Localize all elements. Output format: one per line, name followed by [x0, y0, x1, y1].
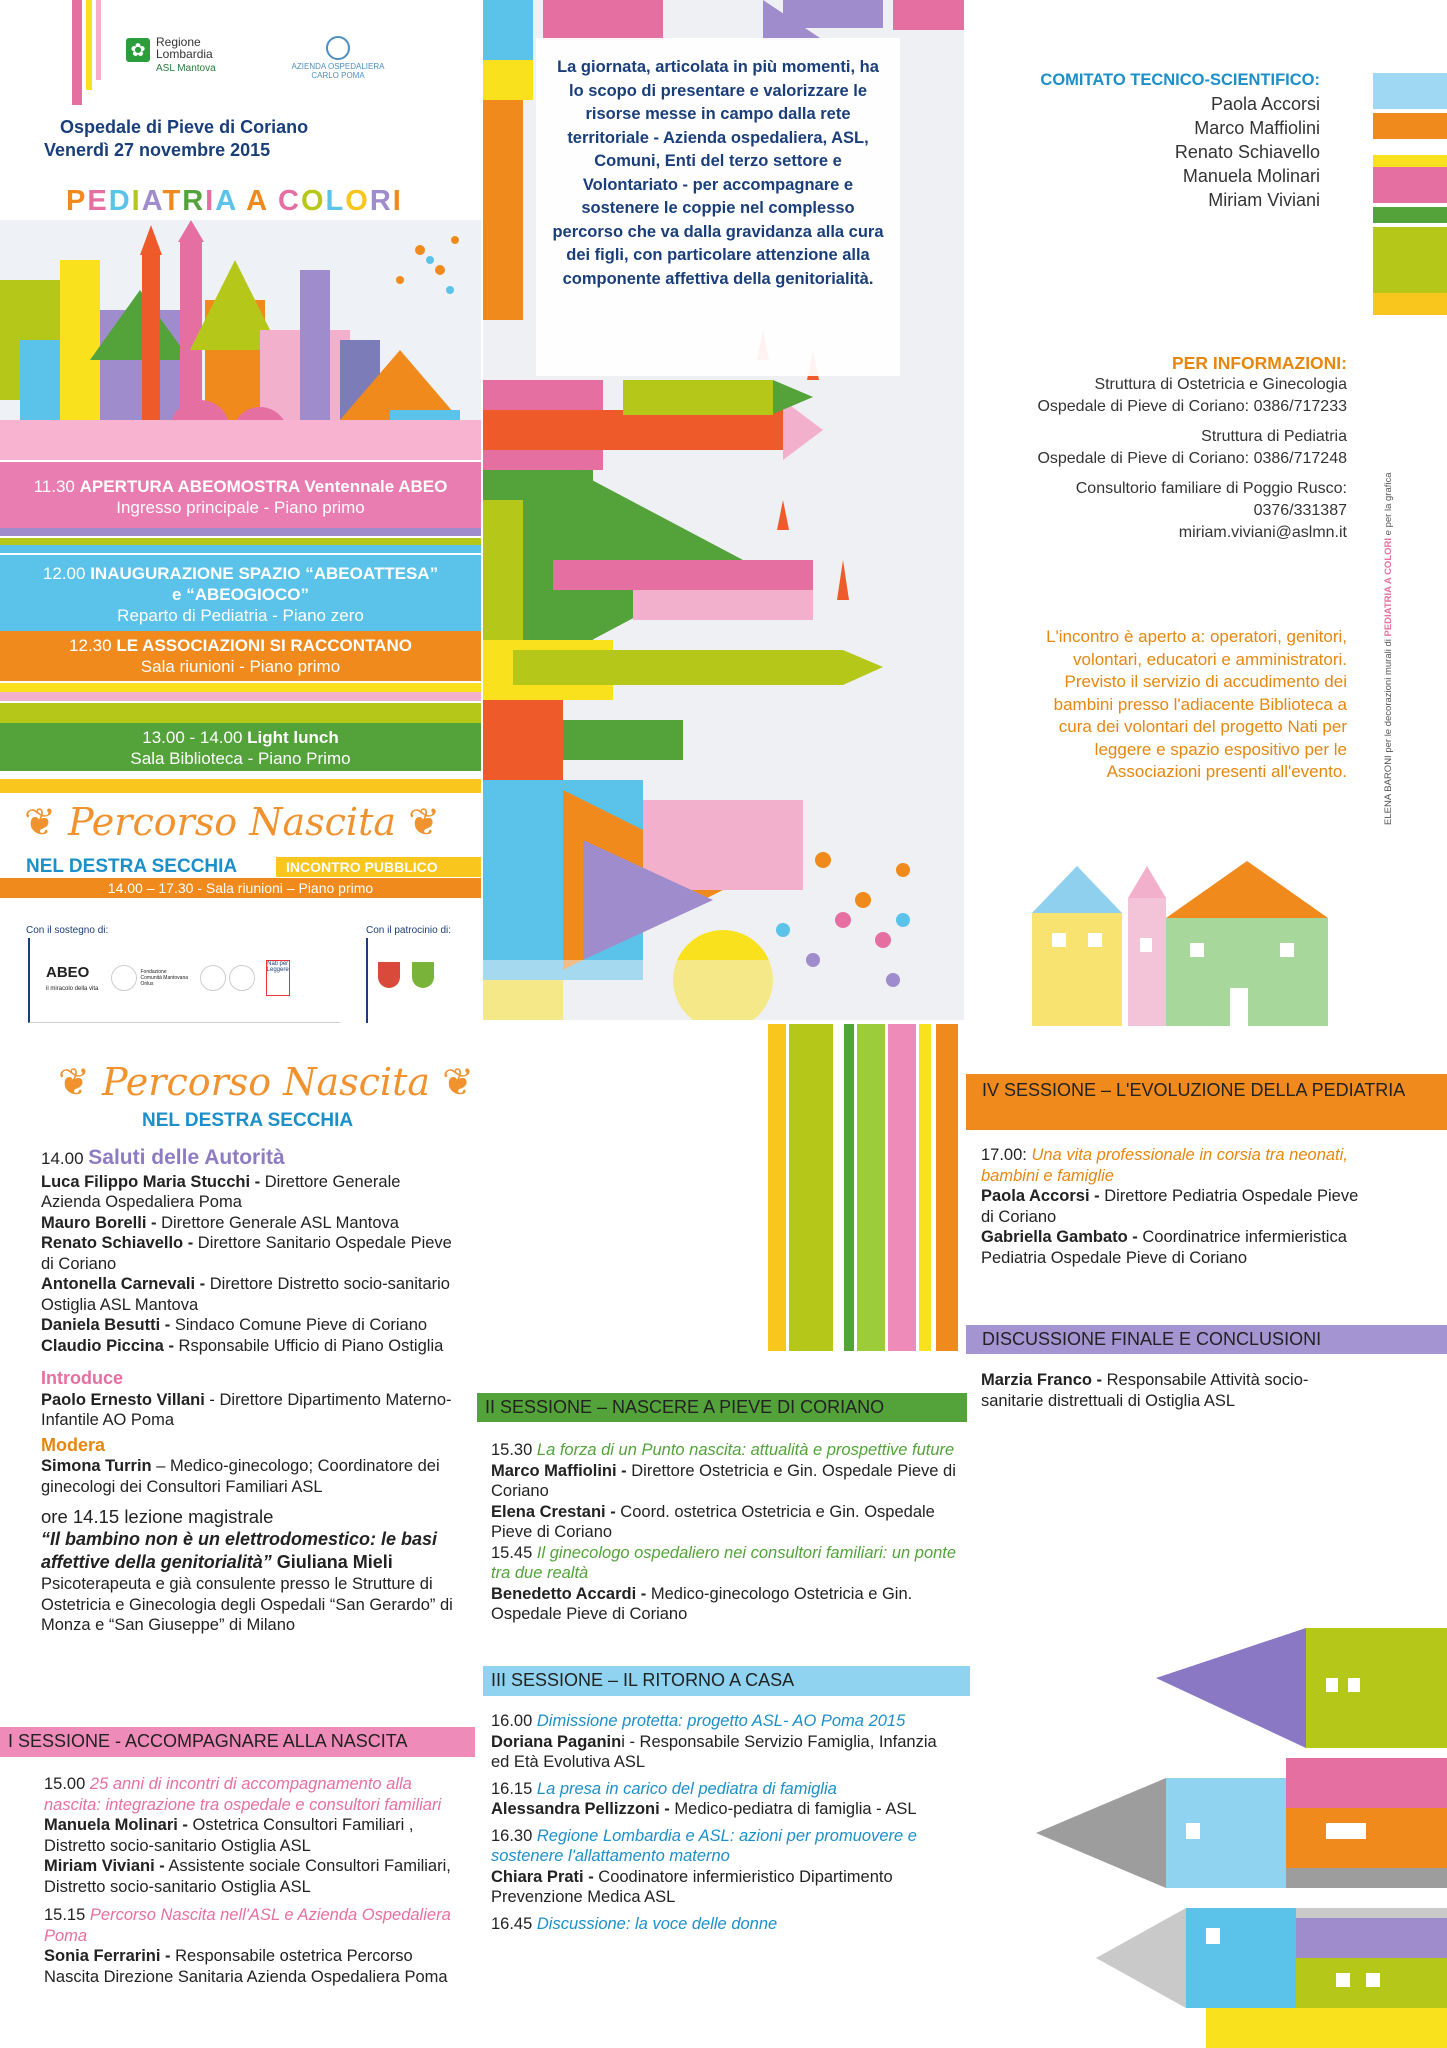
morning-item-2: 12.00 INAUGURAZIONE SPAZIO “ABEOATTESA” e “ABEOGIOCO” Reparto di Pediatria - Piano zero: [0, 555, 481, 631]
comune-crest-icon-2: [412, 962, 434, 988]
info-line: 0376/331387: [1253, 502, 1347, 519]
hospital-logo-line2: CARLO POMA: [311, 71, 365, 80]
info-email: miriam.viviani@aslmn.it: [1178, 524, 1347, 541]
rotary-logo-icon: [229, 965, 255, 991]
morning-item-1: 11.30 APERTURA ABEOMOSTRA Ventennale ABEO Ingresso principale - Piano primo: [0, 462, 481, 528]
patronage-label: Con il patrocinio di:: [366, 925, 452, 936]
lombardia-rose-icon: ✿: [126, 38, 150, 62]
info-line: Ospedale di Pieve di Coriano: 0386/717248: [1037, 450, 1347, 467]
percorso-times: 14.00 – 17.30 - Sala riunioni – Piano primo: [0, 878, 481, 898]
committee-member: Manuela Molinari: [1182, 166, 1320, 186]
header-color-bars: [72, 0, 112, 105]
region-line1: Regione: [156, 35, 201, 49]
committee-member: Marco Maffiolini: [1194, 118, 1320, 138]
committee-member: Renato Schiavello: [1174, 142, 1320, 162]
info-title: PER INFORMAZIONI:: [1172, 353, 1347, 373]
session-3-body: 16.00 Dimissione protetta: progetto ASL- AO Poma 2015 Doriana Paganini - Responsabile Servizio Famiglia, Infanzia ed Età Evolutiva ASL 16.15 La presa in carico del pediatra di famiglia Alessandra Pellizzoni - Medico-pediatra di famiglia - ASL 16.30 Regione Lombardia e ASL: azioni per promuovere e sostenere l'allattamento materno Chiara Prati - Coodinatore infermieristico Dipartimento Prevenzione Medica ASL 16.45 Discussione: la voce delle donne: [491, 1712, 937, 1933]
session-4-body: 17.00: Una vita professionale in corsia tra neonati, bambini e famiglie Paola Accorsi - Direttore Pediatria Ospedale Pieve di Coriano Gabriella Gambato - Coordinatrice infermieristica Pediatria Ospedale Pieve di Coriano: [981, 1146, 1359, 1267]
info-line: Ospedale di Pieve di Coriano: 0386/717233: [1037, 398, 1347, 415]
percorso-subtitle-bottom: NEL DESTRA SECCHIA: [142, 1110, 354, 1131]
event-title: PEDIATRIA A COLORI: [66, 185, 403, 217]
regione-lombardia-logo: [126, 36, 216, 75]
session-3-header: III SESSIONE – IL RITORNO A CASA: [483, 1666, 970, 1696]
info-line: Consultorio familiare di Poggio Rusco:: [1075, 480, 1347, 497]
abeo-logo: ABEO il miracolo della vita: [46, 963, 99, 992]
hospital-emblem-icon: [326, 36, 350, 60]
pencil-houses-illustration: [1036, 1628, 1447, 2048]
asl-label: ASL Mantova: [156, 63, 216, 74]
final-discussion-header: DISCUSSIONE FINALE E CONCLUSIONI: [966, 1325, 1447, 1354]
houses-illustration: [1030, 858, 1330, 1026]
event-date: Venerdì 27 novembre 2015: [44, 140, 271, 160]
comune-crest-icon: [378, 962, 400, 988]
authority-item: Claudio Piccina - Rsponsabile Ufficio di Piano Ostiglia: [41, 1336, 444, 1355]
side-color-blocks: [1373, 73, 1447, 315]
hospital-logo: [282, 36, 394, 80]
committee: [1000, 68, 1320, 212]
committee-member: Paola Accorsi: [1210, 94, 1320, 114]
opening-block: 14.00 Saluti delle Autorità Luca Filippo Maria Stucchi - Direttore Generale Azienda Ospedaliera Poma Mauro Borelli - Direttore Generale ASL Mantova Renato Schiavello - Direttore Sanitario Ospedale Pieve di Coriano Antonella Carnevali - Direttore Distretto socio-sanitario Ostiglia ASL Mantova Daniela Besutti - Sindaco Comune Pieve di Coriano Claudio Piccina - Rsponsabile Ufficio di Piano Ostiglia Introduce Paolo Ernesto Villani - Direttore Dipartimento Materno-Infantile AO Poma Modera Simona Turrin – Medico-ginecologo; Coordinatore dei ginecologi dei Consultori Familiari ASL ore 14.15 lezione magistrale “Il bambino non è un elettrodomestico: le basi affettive della genitorialità” Giuliana Mieli Psicoterapeuta e già consulente presso le Strutture di Ostetricia e Ginecologia degli Ospedali “San Gerardo” di Monza e “San Giuseppe” di Milano: [41, 1148, 461, 1636]
lions-logo-icon: [200, 965, 226, 991]
authority-item: Antonella Carnevali - Direttore Distretto socio-sanitario Ostiglia ASL Mantova: [41, 1275, 450, 1314]
session-4-header: IV SESSIONE – L'EVOLUZIONE DELLA PEDIATRIA: [966, 1074, 1447, 1130]
morning-item-4: 13.00 - 14.00 Light lunch Sala Biblioteca - Piano Primo: [0, 723, 481, 771]
info-line: Struttura di Ostetricia e Ginecologia: [1094, 376, 1347, 393]
authority-item: Daniela Besutti - Sindaco Comune Pieve di Coriano: [41, 1316, 428, 1334]
hospital-logo-line1: AZIENDA OSPEDALIERA: [291, 62, 385, 71]
region-line2: Lombardia: [156, 47, 213, 61]
authority-item: Mauro Borelli - Direttore Generale ASL Mantova: [41, 1213, 399, 1232]
session-2-header: II SESSIONE – NASCERE A PIEVE DI CORIANO: [477, 1393, 967, 1422]
authority-item: Renato Schiavello - Direttore Sanitario Ospedale Pieve di Coriano: [41, 1234, 452, 1273]
info-block: [960, 352, 1347, 544]
percorso-subtitle-top: NEL DESTRA SECCHIA: [26, 856, 238, 877]
final-discussion-body: Marzia Franco - Responsabile Attività socio-sanitarie distrettuali di Ostiglia ASL: [981, 1371, 1309, 1410]
support-logos: ABEO il miracolo della vita Fondazione Comunità Mantovana Onlus Nati per Leggere: [28, 938, 340, 1023]
intro-text: La giornata, articolata in più momenti, ha lo scopo di presentare e valorizzare le risorse messe in campo dalla rete territoriale - Azienda ospedaliera, ASL, Comuni, Enti del terzo settore e Volontariato - per accompagnare e sostenere le coppie nel complesso percorso che va dalla gravidanza alla cura dei figli, con particolare attenzione alla componente affettiva della genitorialità.: [552, 58, 884, 288]
percorso-title-top: ❦ Percorso Nascita ❦: [24, 800, 440, 844]
vertical-stripes: [768, 1024, 968, 1351]
incontro-pubblico-badge: INCONTRO PUBBLICO: [276, 857, 481, 877]
intro-box: [536, 38, 900, 376]
session-1-body: 15.00 25 anni di incontri di accompagnamento alla nascita: integrazione tra ospedale e consultori familiari Manuela Molinari - Ostetrica Consultori Familiari , Distretto socio-sanitario Ostiglia ASL Miriam Viviani - Assistente sociale Consultori Familiari, Distretto socio-sanitario Ostiglia ASL 15.15 Percorso Nascita nell'ASL e Azienda Ospedaliera Poma Sonia Ferrarini - Responsabile ostetrica Percorso Nascita Direzione Sanitaria Azienda Ospedaliera Poma: [44, 1775, 451, 1986]
castle-illustration: [0, 220, 481, 460]
venue: Ospedale di Pieve di Coriano: [60, 117, 309, 137]
fondazione-logo-icon: [111, 965, 137, 991]
support-label: Con il sostegno di:: [26, 925, 109, 936]
committee-member: Miriam Viviani: [1208, 190, 1320, 210]
morning-item-3: 12.30 LE ASSOCIAZIONI SI RACCONTANO Sala riunioni - Piano primo: [0, 631, 481, 681]
session-1-header: I SESSIONE - ACCOMPAGNARE ALLA NASCITA: [0, 1727, 475, 1757]
committee-title: COMITATO TECNICO-SCIENTIFICO:: [1040, 71, 1320, 89]
npl-logo: Nati per Leggere: [266, 960, 290, 996]
info-line: Struttura di Pediatria: [1201, 428, 1347, 445]
session-2-body: 15.30 La forza di un Punto nascita: attualità e prospettive future Marco Maffiolini - Direttore Ostetricia e Gin. Ospedale Pieve di Coriano Elena Crestani - Coord. ostetrica Ostetricia e Gin. Ospedale Pieve di Coriano 15.45 Il ginecologo ospedaliero nei consultori familiari: un ponte tra due realtà Benedetto Accardi - Medico-ginecologo Ostetricia e Gin. Ospedale Pieve di Coriano: [491, 1441, 957, 1623]
patronage-logos: [366, 938, 456, 1023]
authority-item: Luca Filippo Maria Stucchi - Direttore Generale Azienda Ospedaliera Poma: [41, 1172, 401, 1211]
open-note: L'incontro è aperto a: operatori, genitori, volontari, educatori e amministratori. Previsto il servizio di accudimento dei bambini presso l'adiacente Biblioteca a cura dei volontari del progetto Nati per leggere e spazio espositivo per le Associazioni presenti all'evento.: [1046, 627, 1347, 781]
percorso-title-bottom: ❦ Percorso Nascita ❦: [58, 1060, 474, 1104]
